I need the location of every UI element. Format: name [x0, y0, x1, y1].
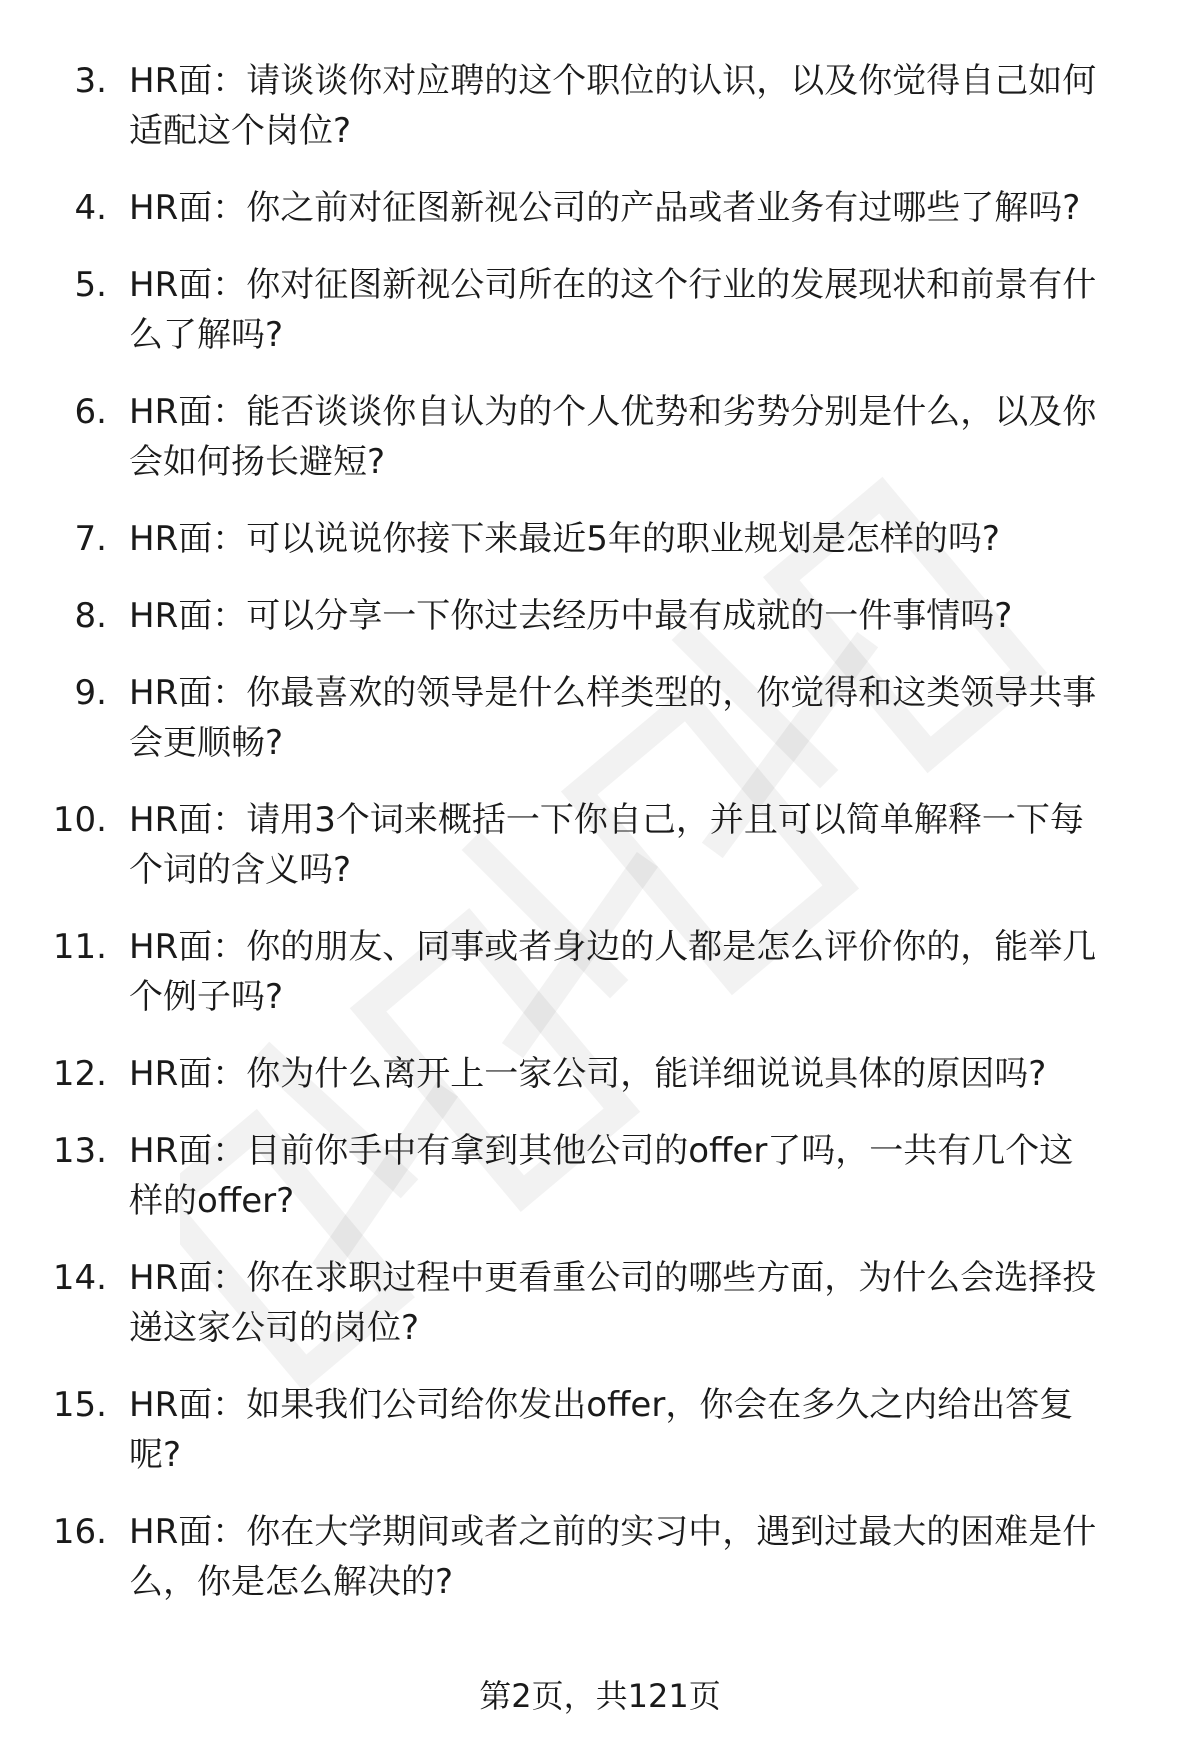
- question-number: 12.: [52, 1054, 107, 1094]
- question-item: [0, 1380, 1200, 1480]
- question-number: 11.: [52, 927, 107, 967]
- question-item: [0, 1253, 1200, 1353]
- question-text: HR面：你在大学期间或者之前的实习中，遇到过最大的困难是什 么，你是怎么解决的?: [129, 1512, 1097, 1602]
- question-text: HR面：你的朋友、同事或者身边的人都是怎么评价你的，能举几 个例子吗?: [129, 927, 1097, 1017]
- question-item: [0, 387, 1200, 487]
- question-item: [0, 668, 1200, 768]
- question-number: 5.: [74, 265, 107, 305]
- question-text: HR面：请用3个词来概括一下你自己，并且可以简单解释一下每 个词的含义吗?: [129, 800, 1084, 890]
- question-number: 8.: [74, 596, 107, 636]
- question-text: HR面：你在求职过程中更看重公司的哪些方面，为什么会选择投 递这家公司的岗位?: [129, 1258, 1097, 1348]
- question-number: 16.: [52, 1512, 107, 1552]
- question-list: [0, 56, 1200, 1634]
- question-item: [0, 922, 1200, 1022]
- question-text: HR面：你对征图新视公司所在的这个行业的发展现状和前景有什 么了解吗?: [129, 265, 1097, 355]
- question-text: HR面：你为什么离开上一家公司，能详细说说具体的原因吗?: [129, 1054, 1047, 1094]
- question-text: HR面：请谈谈你对应聘的这个职位的认识，以及你觉得自己如何 适配这个岗位?: [129, 61, 1097, 151]
- question-number: 7.: [74, 519, 107, 559]
- question-item: [0, 183, 1200, 233]
- page-number-label: 第2页，共121页: [479, 1677, 721, 1715]
- page-footer: [0, 1676, 1200, 1716]
- question-number: 15.: [52, 1385, 107, 1425]
- question-item: [0, 1049, 1200, 1099]
- question-text: HR面：你最喜欢的领导是什么样类型的，你觉得和这类领导共事 会更顺畅?: [129, 673, 1097, 763]
- question-number: 3.: [74, 61, 107, 101]
- question-item: [0, 56, 1200, 156]
- question-text: HR面：你之前对征图新视公司的产品或者业务有过哪些了解吗?: [129, 188, 1081, 228]
- question-number: 9.: [74, 673, 107, 713]
- question-text: HR面：可以分享一下你过去经历中最有成就的一件事情吗?: [129, 596, 1013, 636]
- question-number: 6.: [74, 392, 107, 432]
- question-text: HR面：如果我们公司给你发出offer，你会在多久之内给出答复 呢?: [129, 1385, 1074, 1475]
- question-number: 10.: [52, 800, 107, 840]
- question-text: HR面：能否谈谈你自认为的个人优势和劣势分别是什么，以及你 会如何扬长避短?: [129, 392, 1097, 482]
- question-text: HR面：目前你手中有拿到其他公司的offer了吗，一共有几个这 样的offer?: [129, 1131, 1074, 1221]
- question-item: [0, 260, 1200, 360]
- question-item: [0, 514, 1200, 564]
- question-number: 13.: [52, 1131, 107, 1171]
- question-item: [0, 795, 1200, 895]
- question-number: 14.: [52, 1258, 107, 1298]
- question-item: [0, 1507, 1200, 1607]
- question-item: [0, 1126, 1200, 1226]
- question-text: HR面：可以说说你接下来最近5年的职业规划是怎样的吗?: [129, 519, 1000, 559]
- question-number: 4.: [74, 188, 107, 228]
- question-item: [0, 591, 1200, 641]
